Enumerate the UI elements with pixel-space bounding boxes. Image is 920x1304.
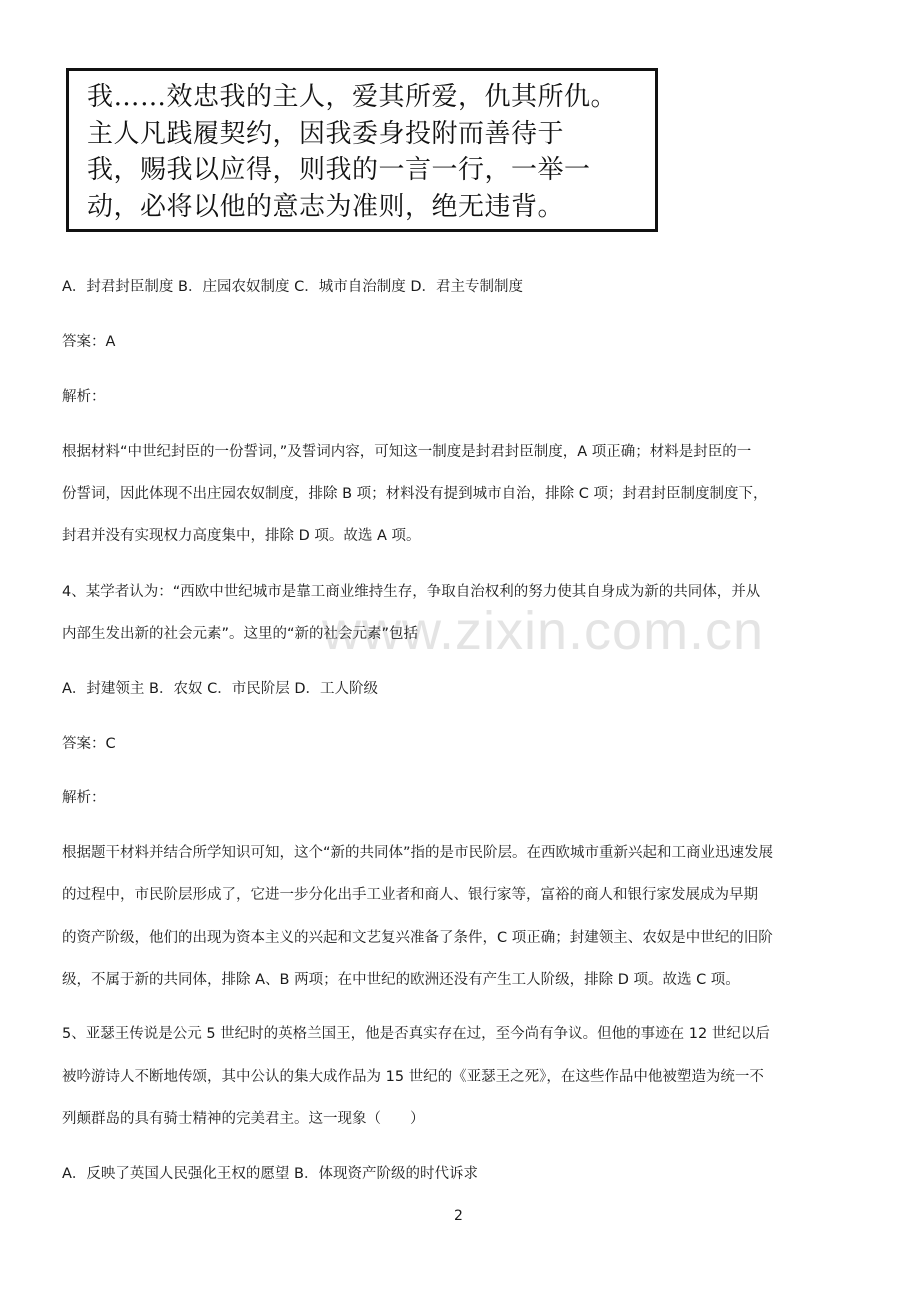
watermark: www.zixin.com.cn (322, 601, 765, 661)
q4-answer: 答案：C (62, 736, 116, 752)
quote-line: 我，赐我以应得，则我的一言一行，一举一 (87, 155, 591, 185)
q3-analysis-line: 份誓词，因此体现不出庄园农奴制度，排除 B 项；材料没有提到城市自治，排除 C 项；封君封臣制度制度下， (62, 486, 768, 502)
q4-analysis-label: 解析： (62, 790, 106, 806)
q5-stem-line: 被吟游诗人不断地传颂，其中公认的集大成作品为 15 世纪的《亚瑟王之死》，在这些作品中他被塑造为统一不 (62, 1069, 764, 1085)
page-number: 2 (454, 1208, 463, 1224)
q5-options: A．反映了英国人民强化王权的愿望 B．体现资产阶级的时代诉求 (62, 1166, 478, 1182)
q3-analysis-line: 根据材料“中世纪封臣的一份誓词，”及誓词内容，可知这一制度是封君封臣制度，A 项正确；材料是封臣的一 (62, 444, 752, 460)
q4-analysis-line: 级，不属于新的共同体，排除 A、B 两项；在中世纪的欧洲还没有产生工人阶级，排除 D 项。故选 C 项。 (62, 972, 740, 988)
q5-stem-line: 列颠群岛的具有骑士精神的完美君主。这一现象（ ） (62, 1111, 425, 1127)
q5-stem-line: 5、亚瑟王传说是公元 5 世纪时的英格兰国王，他是否真实存在过，至今尚有争议。但他的事迹在 12 世纪以后 (62, 1026, 770, 1042)
quote-line: 动，必将以他的意志为准则，绝无违背。 (87, 191, 565, 222)
q3-options: A．封君封臣制度 B．庄园农奴制度 C．城市自治制度 D．君主专制制度 (62, 279, 523, 295)
q3-analysis-line: 封君并没有实现权力高度集中，排除 D 项。故选 A 项。 (62, 528, 421, 544)
q3-answer: 答案：A (62, 334, 116, 350)
q4-options: A．封建领主 B．农奴 C．市民阶层 D．工人阶级 (62, 681, 378, 697)
quote-line: 主人凡践履契约，因我委身投附而善待于 (87, 118, 565, 149)
q4-analysis-line: 的过程中，市民阶层形成了，它进一步分化出手工业者和商人、银行家等，富裕的商人和银行家发展成为早期 (62, 887, 758, 903)
q3-analysis-label: 解析： (62, 389, 106, 405)
quote-line: 我……效忠我的主人，爱其所爱，仇其所仇。 (87, 82, 618, 112)
q4-stem-line: 4、某学者认为：“西欧中世纪城市是靠工商业维持生存，争取自治权利的努力使其自身成为新的共同体，并从 (62, 584, 761, 600)
q4-stem-line: 内部生发出新的社会元素”。这里的“新的社会元素”包括 (62, 626, 419, 642)
q4-analysis-line: 的资产阶级，他们的出现为资本主义的兴起和文艺复兴准备了条件，C 项正确；封建领主、农奴是中世纪的旧阶 (62, 930, 773, 946)
quote-image (66, 68, 658, 232)
q4-analysis-line: 根据题干材料并结合所学知识可知，这个“新的共同体”指的是市民阶层。在西欧城市重新兴起和工商业迅速发展 (62, 845, 774, 861)
